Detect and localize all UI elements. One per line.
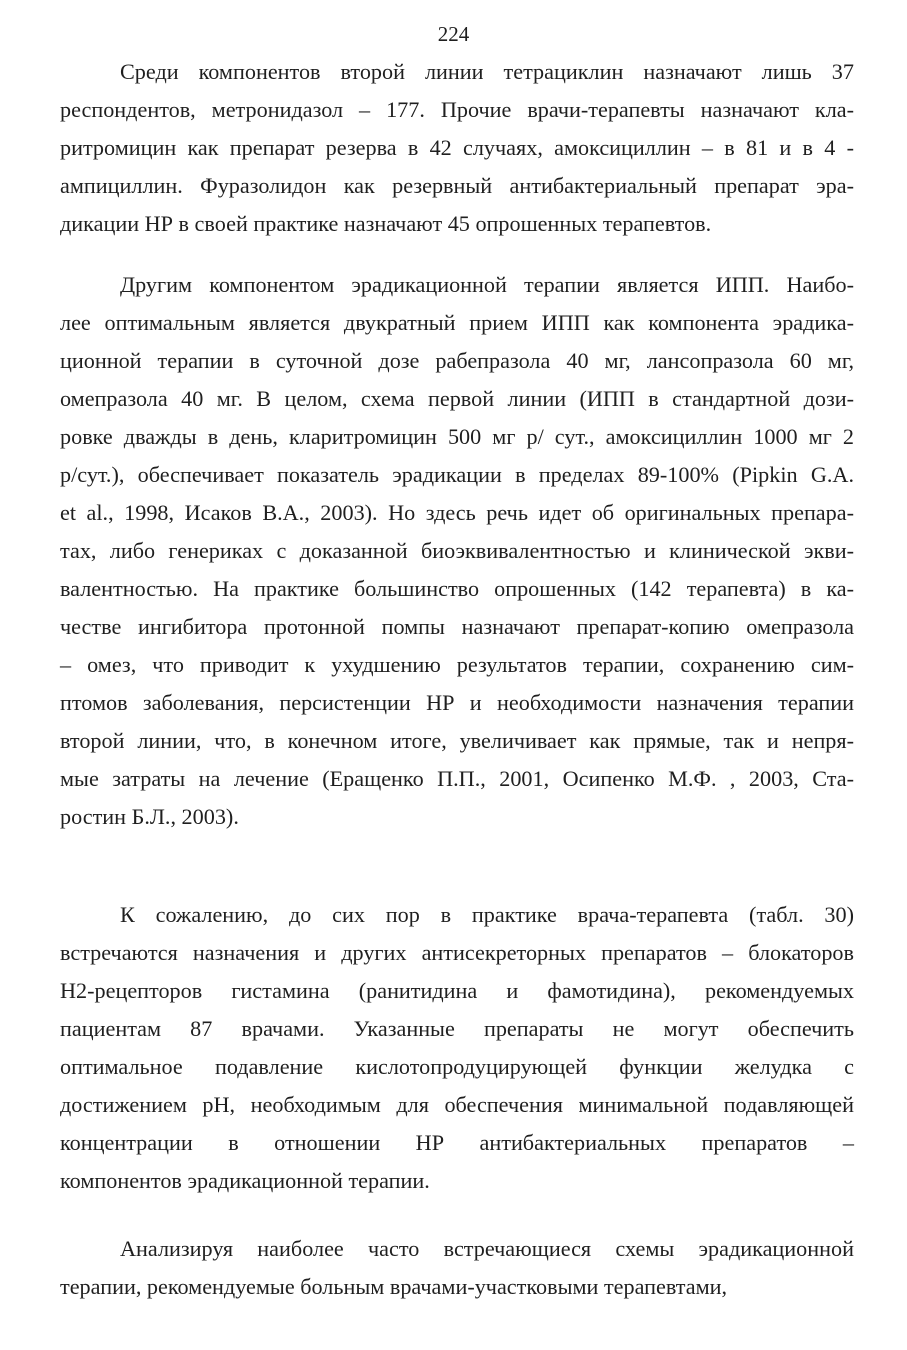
paragraph-1	[60, 53, 854, 243]
text-line: пациентам 87 врачами. Указанные препараты не могут обеспечить	[60, 1016, 854, 1041]
text-line: птомов заболевания, персистенции НР и необходимости назначения терапии	[60, 690, 854, 715]
text-line: – омез, что приводит к ухудшению результатов терапии, сохранению сим-	[60, 652, 854, 677]
text-line: р/сут.), обеспечивает показатель эрадикации в пределах 89-100% (Pipkin G.A.	[60, 462, 854, 487]
text-line: оптимальное подавление кислотопродуцирующей функции желудка с	[60, 1054, 854, 1079]
text-line: встречаются назначения и других антисекреторных препаратов – блокаторов	[60, 940, 854, 965]
text-line: респондентов, метронидазол – 177. Прочие врачи-терапевты назначают кла-	[60, 97, 854, 122]
text-line: тах, либо генериках с доказанной биоэквивалентностью и клинической экви-	[60, 538, 854, 563]
text-line: мые затраты на лечение (Еращенко П.П., 2001, Осипенко М.Ф. , 2003, Ста-	[60, 766, 854, 791]
text-line: второй линии, что, в конечном итоге, увеличивает как прямые, так и непря-	[60, 728, 854, 753]
text-line: Другим компонентом эрадикационной терапии является ИПП. Наибо-	[120, 272, 854, 297]
text-line: компонентов эрадикационной терапии.	[60, 1168, 430, 1193]
text-line: Среди компонентов второй линии тетрациклин назначают лишь 37	[120, 59, 854, 84]
text-line: К сожалению, до сих пор в практике врача-терапевта (табл. 30)	[120, 902, 854, 927]
text-line: терапии, рекомендуемые больным врачами-участковыми терапевтами,	[60, 1274, 728, 1299]
text-line: ростин Б.Л., 2003).	[60, 804, 239, 829]
text-line: концентрации в отношении НР антибактериальных препаратов –	[60, 1130, 854, 1155]
text-line: лее оптимальным является двукратный прием ИПП как компонента эрадика-	[60, 310, 854, 335]
text-line: ампициллин. Фуразолидон как резервный антибактериальный препарат эра-	[60, 173, 854, 198]
paragraph-4	[60, 1230, 854, 1306]
text-line: ритромицин как препарат резерва в 42 случаях, амоксициллин – в 81 и в 4 -	[60, 135, 854, 160]
text-line: дикации НР в своей практике назначают 45 опрошенных терапевтов.	[60, 211, 712, 236]
paragraph-3	[60, 896, 854, 1200]
text-line: ционной терапии в суточной дозе рабепразола 40 мг, лансопразола 60 мг,	[60, 348, 854, 373]
text-line: Н2-рецепторов гистамина (ранитидина и фамотидина), рекомендуемых	[60, 978, 854, 1003]
text-line: достижением рН, необходимым для обеспечения минимальной подавляющей	[60, 1092, 854, 1117]
paragraph-2	[60, 266, 854, 836]
text-line: омепразола 40 мг. В целом, схема первой линии (ИПП в стандартной дози-	[60, 386, 854, 411]
text-line: честве ингибитора протонной помпы назначают препарат-копию омепразола	[60, 614, 854, 639]
text-line: Анализируя наиболее часто встречающиеся схемы эрадикационной	[120, 1236, 854, 1261]
text-line: ровке дважды в день, кларитромицин 500 мг р/ сут., амоксициллин 1000 мг 2	[60, 424, 854, 449]
text-line: et al., 1998, Исаков В.А., 2003). Но здесь речь идет об оригинальных препара-	[60, 500, 854, 525]
text-line: валентностью. На практике большинство опрошенных (142 терапевта) в ка-	[60, 576, 854, 601]
page-number: 224	[437, 22, 470, 46]
